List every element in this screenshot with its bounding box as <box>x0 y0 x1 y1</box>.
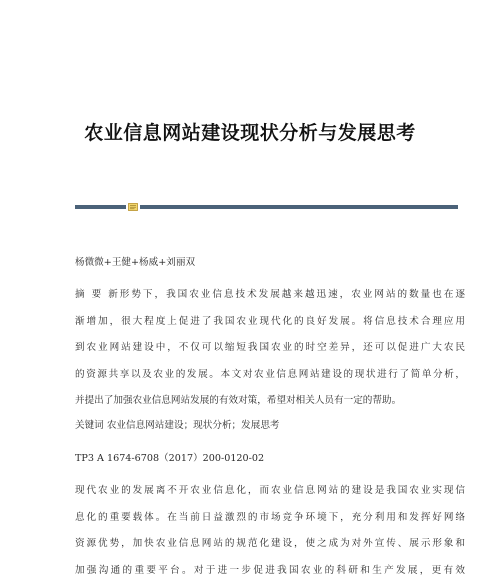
classification-line <box>75 446 465 473</box>
abstract-line: 到农业网站建设中，不仅可以缩短我国农业的时空差异，还可以促进广大农民 <box>75 335 465 362</box>
intro-paragraph <box>75 478 465 584</box>
title-divider <box>75 204 458 210</box>
divider-bar-left <box>75 205 126 209</box>
keywords-text: 关键词 农业信息网站建设；现状分析；发展思考 <box>75 413 465 440</box>
abstract-paragraph <box>75 282 465 415</box>
intro-line: 资源优势，加快农业信息网站的规范化建设，使之成为对外宣传、展示形象和 <box>75 531 465 558</box>
abstract-line: 摘 要 新形势下，我国农业信息技术发展越来越迅速，农业网站的数量也在逐 <box>75 282 465 309</box>
abstract-line: 并提出了加强农业信息网站发展的有效对策，希望对相关人员有一定的帮助。 <box>75 388 465 415</box>
intro-line: 现代农业的发展离不开农业信息化，而农业信息网站的建设是我国农业实现信 <box>75 478 465 505</box>
document-title: 农业信息网站建设现状分析与发展思考 <box>0 118 500 145</box>
abstract-line: 的资源共享以及农业的发展。本文对农业信息网站建设的现状进行了简单分析， <box>75 362 465 389</box>
author-list <box>75 250 465 277</box>
abstract-line: 渐增加，很大程度上促进了我国农业现代化的良好发展。将信息技术合理应用 <box>75 309 465 336</box>
divider-bar-right <box>140 205 458 209</box>
authors-line: 杨微微+王健+杨威+刘丽双 <box>75 250 465 277</box>
document-icon <box>128 203 138 211</box>
keywords-line <box>75 413 465 440</box>
intro-line: 息化的重要载体。在当前日益激烈的市场竞争环境下，充分利用和发挥好网络 <box>75 505 465 532</box>
classification-text: TP3 A 1674-6708（2017）200-0120-02 <box>75 446 465 473</box>
intro-line: 加强沟通的重要平台。对于进一步促进我国农业的科研和生产发展，更有效 <box>75 558 465 584</box>
